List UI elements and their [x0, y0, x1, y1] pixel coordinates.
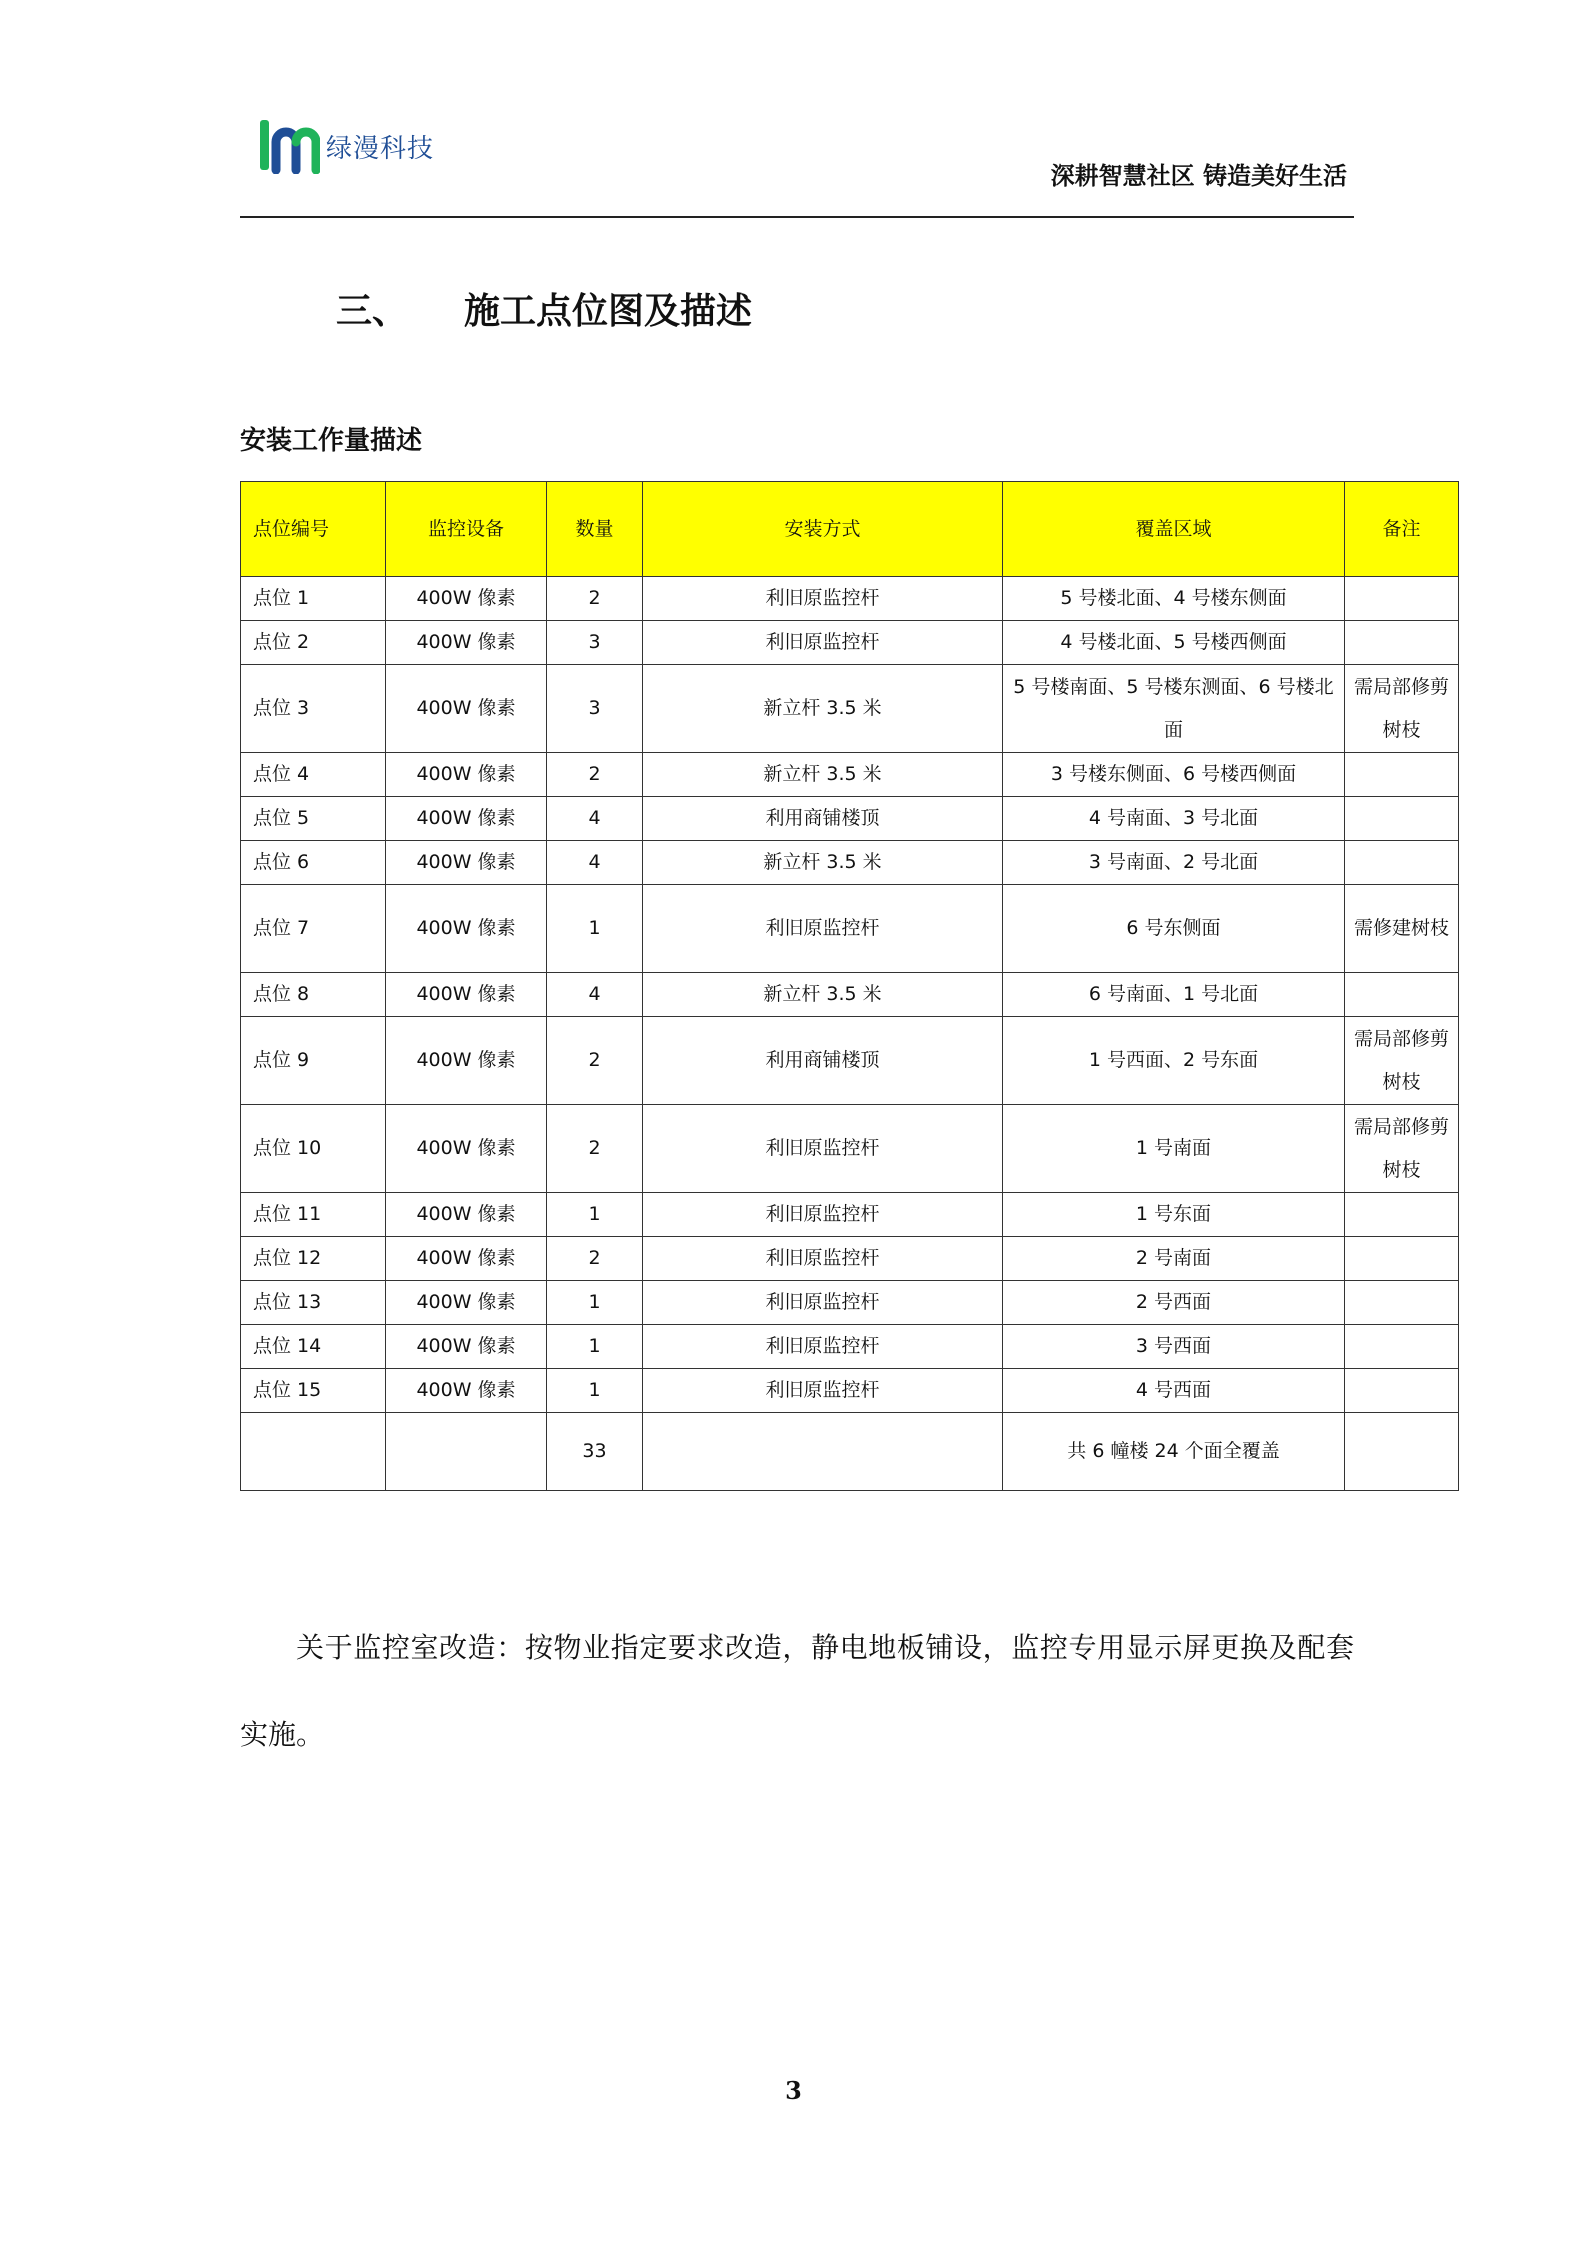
header-divider	[240, 216, 1354, 218]
cell-device: 400W 像素	[386, 1017, 547, 1105]
cell-device: 400W 像素	[386, 1237, 547, 1281]
table-row	[241, 1325, 1459, 1369]
page-number: 3	[785, 2076, 802, 2105]
cell-note: 需局部修剪树枝	[1345, 1017, 1459, 1105]
cell-qty: 3	[547, 621, 643, 665]
header-cell-area: 覆盖区域	[1003, 482, 1345, 577]
cell-qty: 2	[547, 1017, 643, 1105]
header-cell-qty: 数量	[547, 482, 643, 577]
table-row	[241, 797, 1459, 841]
cell-device: 400W 像素	[386, 973, 547, 1017]
table-row	[241, 1281, 1459, 1325]
cell-device: 400W 像素	[386, 1325, 547, 1369]
cell-note	[1345, 1325, 1459, 1369]
cell-device: 400W 像素	[386, 621, 547, 665]
cell-method: 利旧原监控杆	[643, 621, 1003, 665]
header-slogan: 深耕智慧社区 铸造美好生活	[1050, 162, 1347, 190]
cell-note: 需修建树枝	[1345, 885, 1459, 973]
section-number: 三、	[336, 291, 409, 332]
cell-qty: 2	[547, 753, 643, 797]
table-row	[241, 621, 1459, 665]
cell-area: 2 号南面	[1003, 1237, 1345, 1281]
cell-note	[1345, 841, 1459, 885]
table-row	[241, 1237, 1459, 1281]
cell-device: 400W 像素	[386, 885, 547, 973]
table-row	[241, 1017, 1459, 1105]
company-logo	[258, 118, 434, 174]
cell-qty: 4	[547, 841, 643, 885]
cell-method: 新立杆 3.5 米	[643, 665, 1003, 753]
cell-id: 点位 8	[241, 973, 386, 1017]
cell-qty: 1	[547, 1325, 643, 1369]
table-row	[241, 665, 1459, 753]
header-cell-note: 备注	[1345, 482, 1459, 577]
cell-area: 1 号西面、2 号东面	[1003, 1017, 1345, 1105]
cell-method: 利旧原监控杆	[643, 885, 1003, 973]
cell-qty: 4	[547, 973, 643, 1017]
cell-area: 6 号东侧面	[1003, 885, 1345, 973]
cell-method: 利旧原监控杆	[643, 1325, 1003, 1369]
header-cell-device: 监控设备	[386, 482, 547, 577]
table-row	[241, 973, 1459, 1017]
total-cell-area: 共 6 幢楼 24 个面全覆盖	[1003, 1413, 1345, 1491]
cell-note	[1345, 577, 1459, 621]
table-row	[241, 1193, 1459, 1237]
cell-area: 3 号楼东侧面、6 号楼西侧面	[1003, 753, 1345, 797]
subsection-title: 安装工作量描述	[240, 426, 423, 456]
cell-note	[1345, 797, 1459, 841]
cell-id: 点位 5	[241, 797, 386, 841]
cell-device: 400W 像素	[386, 665, 547, 753]
section-heading	[336, 283, 752, 334]
cell-qty: 2	[547, 1237, 643, 1281]
cell-id: 点位 13	[241, 1281, 386, 1325]
total-cell-device	[386, 1413, 547, 1491]
table-row	[241, 577, 1459, 621]
cell-qty: 3	[547, 665, 643, 753]
cell-method: 利旧原监控杆	[643, 1105, 1003, 1193]
cell-device: 400W 像素	[386, 797, 547, 841]
logo-text: 绿漫科技	[326, 133, 435, 164]
table-total-row	[241, 1413, 1459, 1491]
cell-id: 点位 9	[241, 1017, 386, 1105]
cell-note	[1345, 753, 1459, 797]
cell-qty: 1	[547, 885, 643, 973]
cell-area: 5 号楼北面、4 号楼东侧面	[1003, 577, 1345, 621]
cell-id: 点位 7	[241, 885, 386, 973]
table-row	[241, 841, 1459, 885]
table-header-row	[241, 482, 1459, 577]
cell-id: 点位 6	[241, 841, 386, 885]
section-title: 施工点位图及描述	[464, 291, 753, 332]
cell-area: 1 号东面	[1003, 1193, 1345, 1237]
total-cell-note	[1345, 1413, 1459, 1491]
cell-qty: 2	[547, 577, 643, 621]
cell-device: 400W 像素	[386, 1281, 547, 1325]
cell-method: 利旧原监控杆	[643, 1193, 1003, 1237]
cell-id: 点位 4	[241, 753, 386, 797]
cell-id: 点位 15	[241, 1369, 386, 1413]
cell-area: 6 号南面、1 号北面	[1003, 973, 1345, 1017]
cell-area: 2 号西面	[1003, 1281, 1345, 1325]
cell-method: 利旧原监控杆	[643, 577, 1003, 621]
cell-device: 400W 像素	[386, 753, 547, 797]
cell-device: 400W 像素	[386, 841, 547, 885]
cell-method: 利用商铺楼顶	[643, 1017, 1003, 1105]
table-row	[241, 885, 1459, 973]
cell-method: 利用商铺楼顶	[643, 797, 1003, 841]
cell-qty: 1	[547, 1369, 643, 1413]
cell-qty: 1	[547, 1193, 643, 1237]
cell-area: 1 号南面	[1003, 1105, 1345, 1193]
cell-device: 400W 像素	[386, 577, 547, 621]
cell-note	[1345, 1237, 1459, 1281]
cell-method: 利旧原监控杆	[643, 1369, 1003, 1413]
cell-area: 3 号西面	[1003, 1325, 1345, 1369]
cell-method: 新立杆 3.5 米	[643, 753, 1003, 797]
cell-id: 点位 1	[241, 577, 386, 621]
cell-qty: 2	[547, 1105, 643, 1193]
cell-device: 400W 像素	[386, 1105, 547, 1193]
cell-method: 新立杆 3.5 米	[643, 973, 1003, 1017]
cell-note	[1345, 621, 1459, 665]
cell-device: 400W 像素	[386, 1369, 547, 1413]
cell-note	[1345, 1281, 1459, 1325]
total-cell-qty: 33	[547, 1413, 643, 1491]
total-cell-method	[643, 1413, 1003, 1491]
body-paragraph: 关于监控室改造：按物业指定要求改造，静电地板铺设，监控专用显示屏更换及配套实施。	[240, 1631, 1354, 1751]
cell-note: 需局部修剪树枝	[1345, 1105, 1459, 1193]
cell-note: 需局部修剪树枝	[1345, 665, 1459, 753]
table-row	[241, 1105, 1459, 1193]
cell-qty: 1	[547, 1281, 643, 1325]
cell-area: 4 号南面、3 号北面	[1003, 797, 1345, 841]
cell-method: 利旧原监控杆	[643, 1281, 1003, 1325]
cell-area: 3 号南面、2 号北面	[1003, 841, 1345, 885]
table-body	[241, 577, 1459, 1491]
cell-area: 4 号楼北面、5 号楼西侧面	[1003, 621, 1345, 665]
cell-area: 4 号西面	[1003, 1369, 1345, 1413]
cell-id: 点位 14	[241, 1325, 386, 1369]
cell-note	[1345, 1369, 1459, 1413]
total-cell-id	[241, 1413, 386, 1491]
cell-device: 400W 像素	[386, 1193, 547, 1237]
cell-id: 点位 11	[241, 1193, 386, 1237]
header-cell-id: 点位编号	[241, 482, 386, 577]
cell-id: 点位 3	[241, 665, 386, 753]
cell-id: 点位 10	[241, 1105, 386, 1193]
cell-qty: 4	[547, 797, 643, 841]
table-row	[241, 753, 1459, 797]
table-row	[241, 1369, 1459, 1413]
logo-mark-icon	[258, 118, 320, 174]
cell-area: 5 号楼南面、5 号楼东测面、6 号楼北面	[1003, 665, 1345, 753]
cell-id: 点位 2	[241, 621, 386, 665]
cell-id: 点位 12	[241, 1237, 386, 1281]
cell-note	[1345, 973, 1459, 1017]
cell-note	[1345, 1193, 1459, 1237]
cell-method: 新立杆 3.5 米	[643, 841, 1003, 885]
header-cell-method: 安装方式	[643, 482, 1003, 577]
workload-table	[240, 481, 1459, 1491]
cell-method: 利旧原监控杆	[643, 1237, 1003, 1281]
